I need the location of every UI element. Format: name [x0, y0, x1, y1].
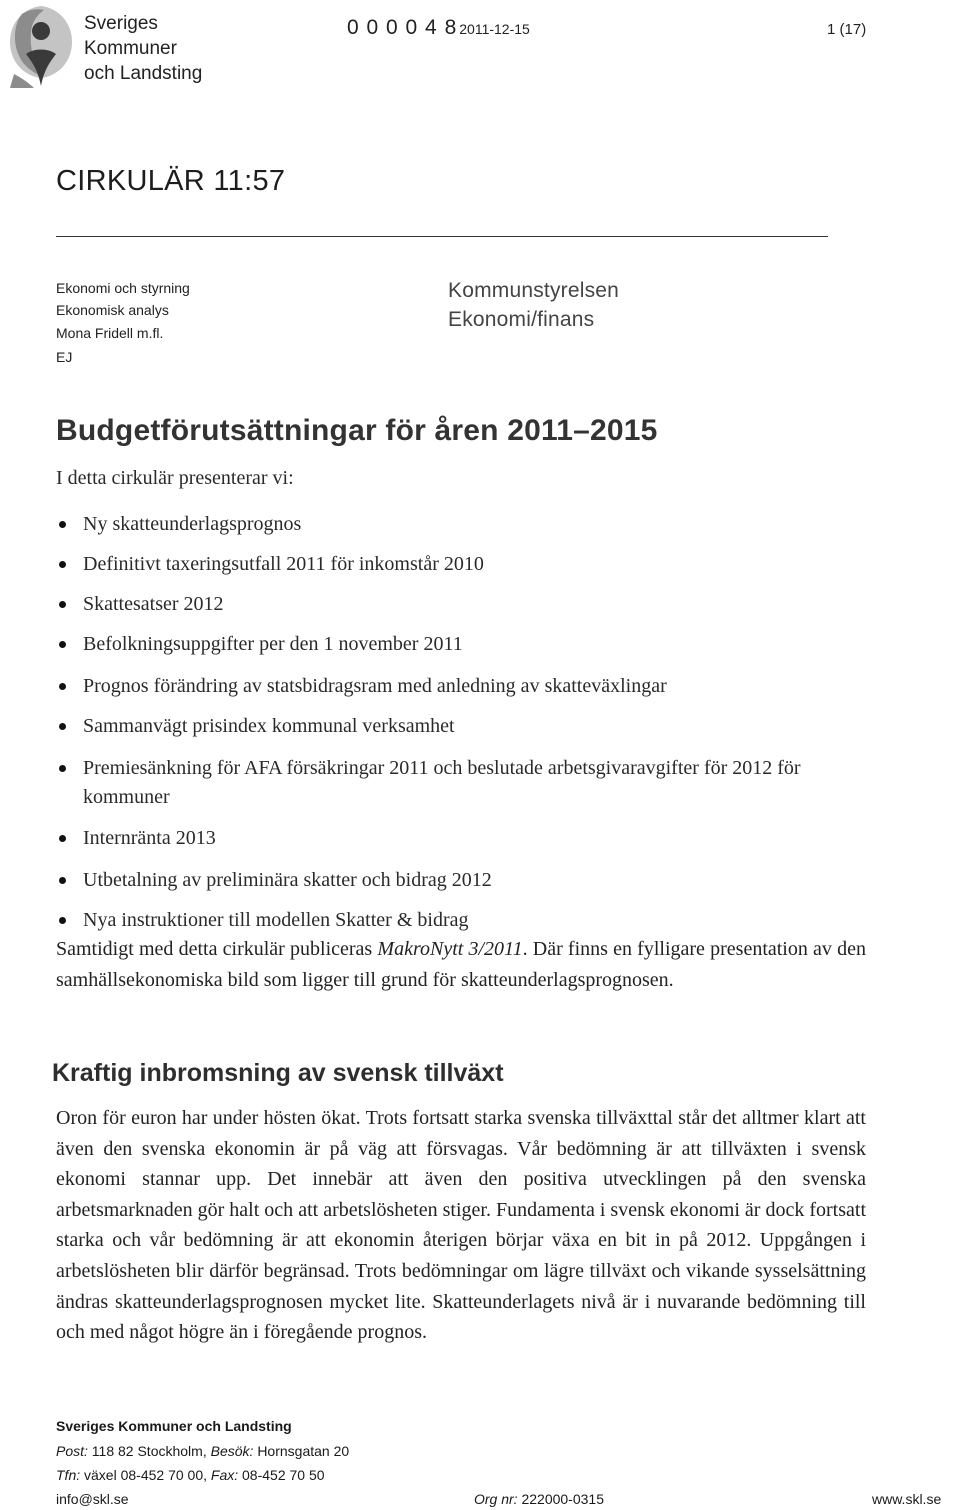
bullet-dot: [59, 683, 66, 690]
main-title: Budgetförutsättningar för åren 2011–2015: [56, 414, 658, 447]
bullet-dot: [59, 917, 66, 924]
stamp-number: 0 0 0 0 4 8: [347, 16, 458, 39]
bullet-dot: [59, 765, 66, 772]
recipient-line-1: Kommunstyrelsen: [448, 279, 620, 302]
footer-orgnr-label: Org nr:: [474, 1491, 518, 1507]
list-item-text: Nya instruktioner till modellen Skatter & bidrag: [83, 909, 469, 931]
list-item-text: Ny skatteunderlagsprognos: [83, 513, 302, 535]
page-number: 1 (17): [827, 21, 867, 38]
list-item-text: Prognos förändring av statsbidragsram med anledning av skatteväxlingar: [83, 675, 667, 697]
sender-line-3: Mona Fridell m.fl.: [56, 325, 164, 341]
org-name-line-1: Sveriges: [84, 13, 158, 34]
list-item-text: Utbetalning av preliminära skatter och bidrag 2012: [83, 869, 492, 891]
bullet-dot: [59, 641, 66, 648]
footer-post-value: 118 82 Stockholm,: [91, 1443, 207, 1459]
footer-visit-label: Besök:: [210, 1443, 254, 1459]
footer-phone-value: växel 08-452 70 00,: [84, 1467, 207, 1483]
intro-text: I detta cirkulär presenterar vi:: [56, 467, 294, 489]
footer-org-number: [474, 1491, 604, 1507]
bullet-dot: [59, 601, 66, 608]
recipient-line-2: Ekonomi/finans: [448, 308, 595, 331]
footer-email[interactable]: info@skl.se: [56, 1491, 129, 1507]
footer-fax-label: Fax:: [210, 1467, 239, 1483]
footer-orgnr-value: 222000-0315: [521, 1491, 604, 1507]
footer-post-label: Post:: [56, 1443, 88, 1459]
summary-text-after: . Där finns en fylligare presentation av den samhällsekonomiska bild som ligger till grund för skatteunderlagsprognosen.: [56, 938, 866, 991]
bullet-dot: [59, 877, 66, 884]
section-heading: Kraftig inbromsning av svensk tillväxt: [52, 1059, 504, 1087]
skl-logo: [4, 4, 78, 88]
bullet-dot: [59, 835, 66, 842]
list-item-text: Internränta 2013: [83, 827, 216, 849]
bullet-dot: [59, 521, 66, 528]
sender-line-4: EJ: [56, 349, 73, 365]
footer-visit-value: Hornsgatan 20: [257, 1443, 350, 1459]
title-divider: [56, 236, 828, 237]
footer-org-name: Sveriges Kommuner och Landsting: [56, 1418, 292, 1434]
list-item-text: Premiesänkning för AFA försäkringar 2011 och beslutade arbetsgivaravgifter för 2012 för kommuner: [83, 757, 801, 808]
sender-line-2: Ekonomisk analys: [56, 302, 169, 318]
list-item-text: Definitivt taxeringsutfall 2011 för inkomstår 2010: [83, 553, 484, 575]
summary-paragraph: [56, 934, 866, 995]
footer-phone-label: Tfn:: [56, 1467, 81, 1483]
org-name-line-3: och Landsting: [84, 63, 203, 84]
list-item-text: Befolkningsuppgifter per den 1 november 2011: [83, 633, 463, 655]
section-paragraph: Oron för euron har under hösten ökat. Trots fortsatt starka svenska tillväxttal står det alltmer klart att även den svenska ekonomin är på väg att försvagas. Vår bedömning är att tillväxten i svensk ekonomi stannar upp. Det innebär att även den positiva utvecklingen på den svenska arbetsmarknaden gör halt och att arbetslösheten stiger. Fundamenta i svensk ekonomi är dock fortsatt starka och vår bedömning är att ekonomin återigen börjar växa en bit in på 2012. Uppgången i arbetslösheten blir därför begränsad. Trots bedömningar om lägre tillväxt och vikande sysselsättning ändras skatteunderlagsprognosen mycket lite. Skatteunderlagets nivå är i nuvarande bedömning till och med något högre än i föregående prognos.: [56, 1107, 866, 1344]
bullet-dot: [59, 723, 66, 730]
bullet-dot: [59, 561, 66, 568]
publication-name: MakroNytt 3/2011: [377, 938, 523, 960]
list-item-text: Skattesatser 2012: [83, 593, 224, 615]
footer-address: [56, 1443, 349, 1459]
summary-text-before: Samtidigt med detta cirkulär publiceras: [56, 938, 378, 960]
registration-stamp: [347, 16, 530, 40]
org-name-line-2: Kommuner: [84, 38, 177, 59]
footer-phone: [56, 1467, 325, 1483]
footer-fax-value: 08-452 70 50: [242, 1467, 325, 1483]
footer-website[interactable]: www.skl.se: [872, 1491, 942, 1507]
circular-number: CIRKULÄR 11:57: [56, 165, 286, 197]
sender-line-1: Ekonomi och styrning: [56, 280, 190, 296]
list-item-text: Sammanvägt prisindex kommunal verksamhet: [83, 715, 455, 737]
stamp-date: 2011-12-15: [459, 21, 530, 37]
